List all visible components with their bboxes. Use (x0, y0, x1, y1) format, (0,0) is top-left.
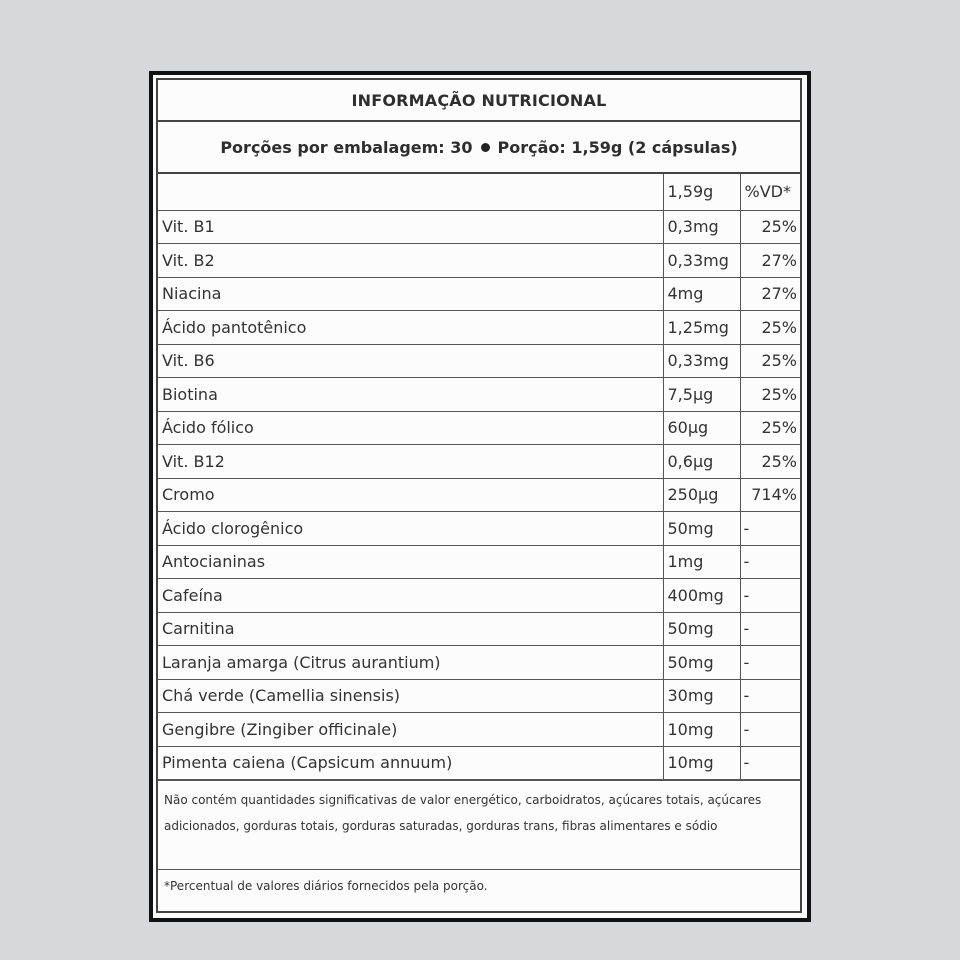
table-row (158, 378, 800, 412)
nutrient-name-cell: Cromo (158, 478, 663, 512)
nutrient-name-cell: Ácido fólico (158, 411, 663, 445)
nutrient-vd-cell: 25% (740, 311, 800, 345)
nutrient-name-cell: Niacina (158, 277, 663, 311)
nutrient-name-cell: Vit. B12 (158, 445, 663, 479)
nutrient-vd-cell: 27% (740, 277, 800, 311)
nutrition-label-inner (153, 75, 807, 918)
serving-size: Porção: 1,59g (2 cápsulas) (497, 137, 738, 157)
nutrient-vd-cell: - (740, 679, 800, 713)
nutrient-vd-cell: - (740, 579, 800, 613)
nutrient-amount-cell: 30mg (663, 679, 740, 713)
nutrient-vd-cell: - (740, 746, 800, 780)
table-row (158, 411, 800, 445)
table-row (158, 679, 800, 713)
nutrient-name-cell: Vit. B6 (158, 344, 663, 378)
table-row (158, 244, 800, 278)
nutrition-title: INFORMAÇÃO NUTRICIONAL (158, 80, 800, 122)
nutrient-amount-cell: 1mg (663, 545, 740, 579)
nutrient-vd-cell: - (740, 713, 800, 747)
nutrient-name-cell: Laranja amarga (Citrus aurantium) (158, 646, 663, 680)
table-row (158, 512, 800, 546)
table-row (158, 713, 800, 747)
nutrient-amount-cell: 10mg (663, 713, 740, 747)
table-header-row (158, 174, 800, 210)
bullet-dot-icon (481, 143, 490, 152)
table-row (158, 746, 800, 780)
nutrient-vd-cell: 25% (740, 445, 800, 479)
nutrient-name-cell: Carnitina (158, 612, 663, 646)
nutrient-table (158, 174, 800, 780)
nutrition-label (149, 71, 811, 922)
nutrient-vd-cell: - (740, 612, 800, 646)
portions-count: Porções por embalagem: 30 (220, 137, 473, 157)
table-row (158, 545, 800, 579)
nutrient-amount-cell: 60µg (663, 411, 740, 445)
nutrient-amount-cell: 50mg (663, 612, 740, 646)
header-vd-cell: %VD* (740, 174, 800, 210)
header-amount-cell: 1,59g (663, 174, 740, 210)
table-row (158, 646, 800, 680)
table-row (158, 311, 800, 345)
nutrient-name-cell: Pimenta caiena (Capsicum annuum) (158, 746, 663, 780)
nutrient-amount-cell: 7,5µg (663, 378, 740, 412)
nutrient-vd-cell: 27% (740, 244, 800, 278)
nutrient-vd-cell: 25% (740, 210, 800, 244)
nutrient-amount-cell: 0,33mg (663, 244, 740, 278)
nutrient-amount-cell: 4mg (663, 277, 740, 311)
nutrient-vd-cell: 25% (740, 411, 800, 445)
table-row (158, 579, 800, 613)
nutrient-name-cell: Vit. B1 (158, 210, 663, 244)
nutrient-amount-cell: 400mg (663, 579, 740, 613)
nutrient-amount-cell: 0,3mg (663, 210, 740, 244)
nutrient-name-cell: Cafeína (158, 579, 663, 613)
nutrient-vd-cell: - (740, 512, 800, 546)
table-row (158, 612, 800, 646)
nutrient-amount-cell: 50mg (663, 646, 740, 680)
nutrient-name-cell: Ácido clorogênico (158, 512, 663, 546)
nutrient-amount-cell: 0,33mg (663, 344, 740, 378)
header-name-cell (158, 174, 663, 210)
nutrient-vd-cell: 25% (740, 378, 800, 412)
nutrient-vd-cell: - (740, 646, 800, 680)
table-row (158, 277, 800, 311)
nutrient-vd-cell: 25% (740, 344, 800, 378)
table-row (158, 210, 800, 244)
portions-line (158, 122, 800, 174)
nutrient-name-cell: Biotina (158, 378, 663, 412)
nutrient-vd-cell: 714% (740, 478, 800, 512)
table-row (158, 445, 800, 479)
nutrient-name-cell: Vit. B2 (158, 244, 663, 278)
nutrient-name-cell: Chá verde (Camellia sinensis) (158, 679, 663, 713)
nutrient-vd-cell: - (740, 545, 800, 579)
nutrition-note: Não contém quantidades significativas de valor energético, carboidratos, açúcares totais, açúcares adicionados, gorduras totais, gorduras saturadas, gorduras trans, fibras alimentares e sódio (158, 780, 800, 870)
nutrient-amount-cell: 0,6µg (663, 445, 740, 479)
table-row (158, 344, 800, 378)
nutrient-name-cell: Ácido pantotênico (158, 311, 663, 345)
nutrient-name-cell: Gengibre (Zingiber officinale) (158, 713, 663, 747)
table-row (158, 478, 800, 512)
nutrient-name-cell: Antocianinas (158, 545, 663, 579)
nutrient-amount-cell: 10mg (663, 746, 740, 780)
nutrient-amount-cell: 1,25mg (663, 311, 740, 345)
vd-footnote: *Percentual de valores diários fornecidos pela porção. (164, 879, 488, 893)
nutrition-grid (156, 78, 802, 913)
nutrient-amount-cell: 250µg (663, 478, 740, 512)
nutrient-amount-cell: 50mg (663, 512, 740, 546)
